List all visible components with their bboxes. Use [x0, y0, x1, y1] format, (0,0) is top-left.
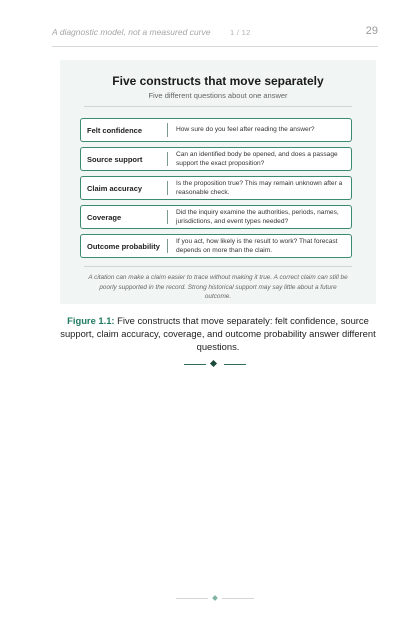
construct-list: [80, 118, 352, 263]
figure-title: Five constructs that move separately: [112, 74, 324, 88]
running-header: [52, 26, 378, 47]
construct-row-felt-confidence: [80, 118, 352, 142]
construct-description: Can an identified body be opened, and does a passage support the exact proposition?: [176, 150, 338, 167]
construct-label: Claim accuracy: [87, 183, 143, 193]
page-number: 29: [365, 25, 378, 37]
construct-row-outcome-probability: [80, 234, 352, 258]
figure-caption: [58, 314, 378, 353]
section-break-ornament: [184, 359, 246, 369]
footer-line-right: [222, 598, 254, 599]
row-divider: [167, 152, 168, 166]
diamond-icon: [212, 595, 218, 601]
construct-label: Source support: [87, 154, 143, 164]
row-divider: [167, 181, 168, 195]
diamond-icon: [210, 360, 217, 367]
row-divider: [167, 239, 168, 253]
figure-note-divider: [84, 266, 352, 267]
ornament-line-right: [224, 364, 246, 365]
construct-row-claim-accuracy: [80, 176, 352, 200]
construct-label: Outcome probability: [87, 241, 160, 251]
caption-text: Five constructs that move separately: felt confidence, source support, claim accuracy, coverage, and outcome probability answer different questions.: [60, 315, 376, 352]
running-title: A diagnostic model, not a measured curve: [52, 27, 211, 37]
construct-row-coverage: [80, 205, 352, 229]
footer-ornament: [176, 594, 254, 602]
construct-description: Did the inquiry examine the authorities, periods, names, jurisdictions, and event types needed?: [176, 208, 339, 225]
construct-label: Felt confidence: [87, 125, 143, 135]
ornament-line-left: [184, 364, 206, 365]
row-divider: [167, 210, 168, 224]
construct-description: How sure do you feel after reading the answer?: [176, 126, 315, 134]
figure-note: A citation can make a claim easier to trace without making it true. A correct claim can still be poorly supported in the record. Strong historical support may say little about a future outcome.: [88, 274, 348, 300]
row-divider: [167, 123, 168, 137]
construct-row-source-support: [80, 147, 352, 171]
section-page-indicator: 1 / 12: [230, 28, 251, 37]
footer-line-left: [176, 598, 208, 599]
construct-label: Coverage: [87, 212, 122, 222]
figure-panel: [60, 60, 376, 304]
construct-description: If you act, how likely is the result to work? That forecast depends on more than the claim.: [176, 237, 338, 254]
construct-description: Is the proposition true? This may remain unknown after a reasonable check.: [176, 179, 343, 196]
figure-divider: [84, 106, 352, 107]
figure-subtitle: Five different questions about one answer: [148, 91, 288, 100]
caption-label: Figure 1.1:: [67, 315, 115, 326]
